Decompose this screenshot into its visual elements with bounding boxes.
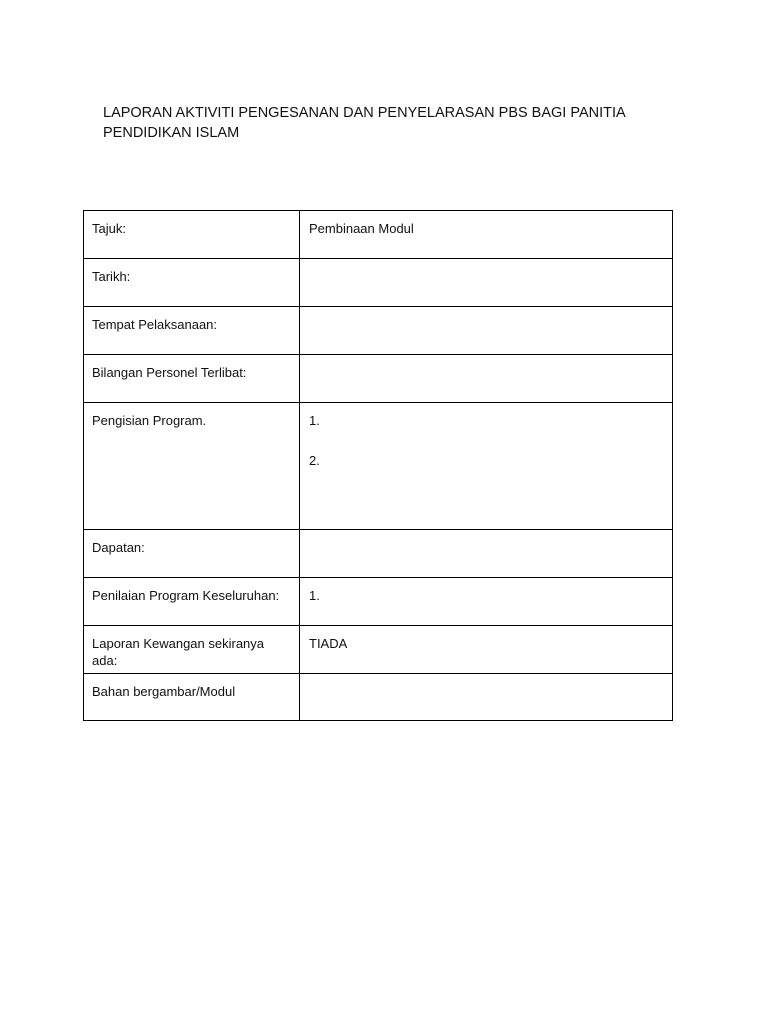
document-title-line-2: PENDIDIKAN ISLAM: [103, 125, 240, 141]
label-bilangan-personel: Bilangan Personel Terlibat:: [84, 355, 300, 403]
label-pengisian-program: Pengisian Program.: [84, 403, 300, 530]
value-bilangan-personel: [300, 355, 673, 403]
numbered-item: 1.: [309, 413, 320, 428]
value-laporan-kewangan: TIADA: [300, 626, 673, 674]
value-tarikh: [300, 259, 673, 307]
row-dapatan: [84, 530, 673, 578]
row-pengisian-program: [84, 403, 673, 530]
row-bilangan-personel: [84, 355, 673, 403]
label-tempat: Tempat Pelaksanaan:: [84, 307, 300, 355]
row-laporan-kewangan: [84, 626, 673, 674]
value-penilaian-program: 1.: [300, 578, 673, 626]
row-penilaian-program: [84, 578, 673, 626]
row-tarikh: [84, 259, 673, 307]
label-laporan-kewangan: Laporan Kewangan sekiranya ada:: [84, 626, 300, 674]
numbered-item: 2.: [309, 453, 320, 468]
value-tajuk: Pembinaan Modul: [300, 211, 673, 259]
label-dapatan: Dapatan:: [84, 530, 300, 578]
document-title: [103, 103, 643, 143]
label-bahan-bergambar: Bahan bergambar/Modul: [84, 674, 300, 721]
row-tempat: [84, 307, 673, 355]
label-tarikh: Tarikh:: [84, 259, 300, 307]
row-tajuk: [84, 211, 673, 259]
document-title-line-1: LAPORAN AKTIVITI PENGESANAN DAN PENYELARASAN PBS BAGI PANITIA: [103, 105, 626, 121]
label-tajuk: Tajuk:: [84, 211, 300, 259]
report-table: [83, 210, 673, 721]
row-bahan-bergambar: [84, 674, 673, 721]
label-penilaian-program: Penilaian Program Keseluruhan:: [84, 578, 300, 626]
value-tempat: [300, 307, 673, 355]
value-pengisian-program: [300, 403, 673, 530]
value-dapatan: [300, 530, 673, 578]
value-bahan-bergambar: [300, 674, 673, 721]
